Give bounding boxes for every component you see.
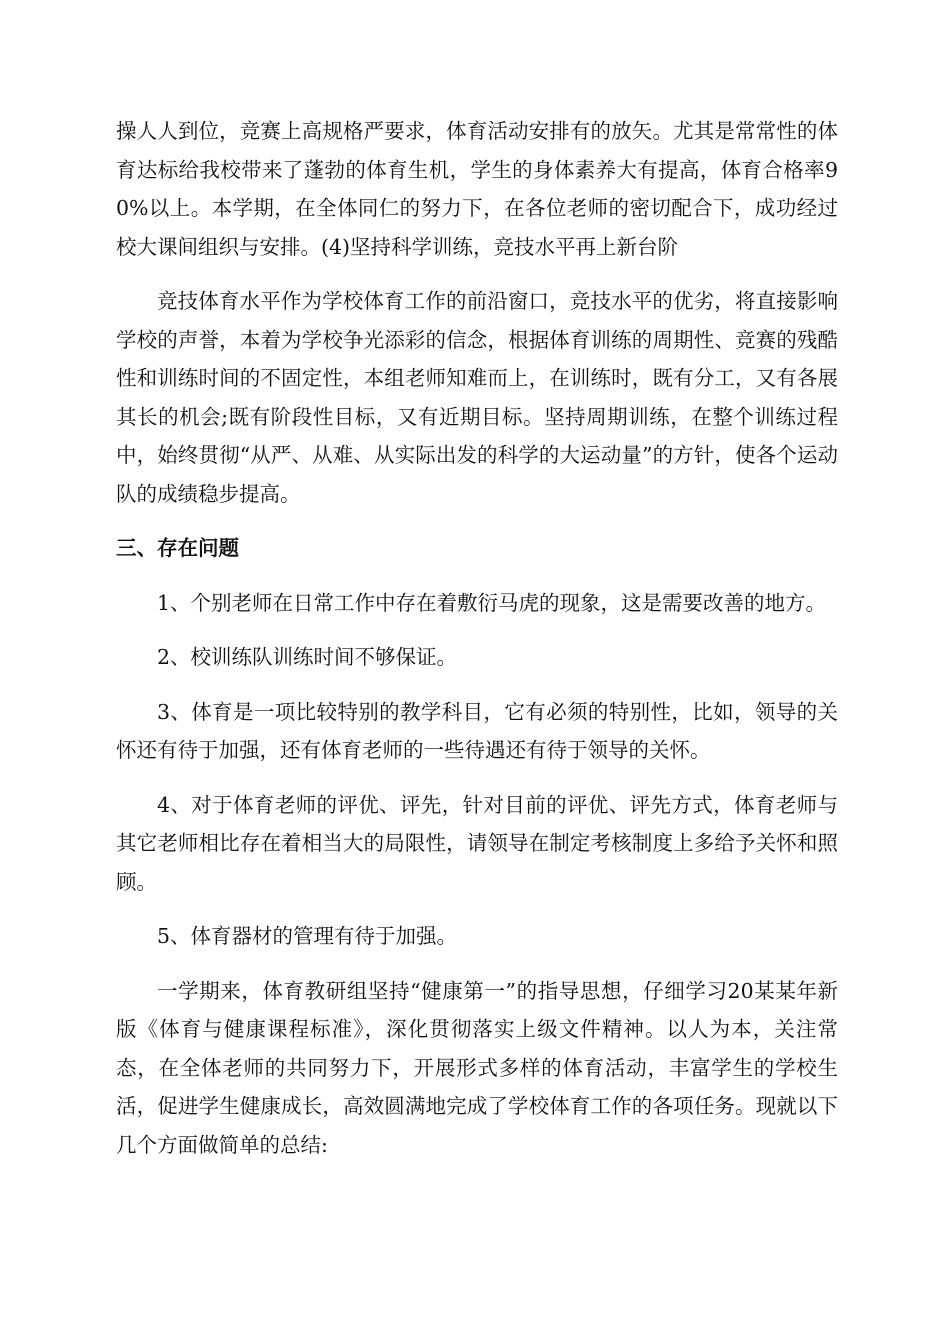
problem-item-2: 2、校训练队训练时间不够保证。: [157, 645, 458, 669]
document-page: [116, 112, 838, 1180]
problem-item-1: 1、个别老师在日常工作中存在着敷衍马虎的现象，这是需要改善的地方。: [157, 590, 827, 615]
paragraph-continuation: 操人人到位，竞赛上高规格严要求，体育活动安排有的放矢。尤其是常常性的体育达标给我校带来了蓬勃的体育生机，学生的身体素养大有提高，体育合格率90%以上。本学期，在全体同仁的努力下，在各位老师的密切配合下，成功经过校大课间组织与安排。(4)坚持科学训练，竞技水平再上新台阶: [116, 119, 838, 259]
problem-item-4: 4、对于体育老师的评优、评先，针对目前的评优、评先方式，体育老师与其它老师相比存在着相当大的局限性，请领导在制定考核制度上多给予关怀和照顾。: [116, 792, 838, 894]
problem-item-5: 5、体育器材的管理有待于加强。: [157, 924, 458, 948]
problem-item-3: 3、体育是一项比较特别的教学科目，它有必须的特别性，比如，领导的关怀还有待于加强，还有体育老师的一些待遇还有待于领导的关怀。: [116, 699, 838, 762]
section-heading-problems: 三、存在问题: [116, 536, 239, 560]
paragraph-competitive-sports: 竞技体育水平作为学校体育工作的前沿窗口，竞技水平的优劣，将直接影响学校的声誉，本着为学校争光添彩的信念，根据体育训练的周期性、竞赛的残酷性和训练时间的不固定性，本组老师知难而上，在训练时，既有分工，又有各展其长的机会;既有阶段性目标，又有近期目标。坚持周期训练，在整个训练过程中，始终贯彻“从严、从难、从实际出发的科学的大运动量”的方针，使各个运动队的成绩稳步提高。: [116, 289, 838, 506]
paragraph-semester-summary: 一学期来，体育教研组坚持“健康第一”的指导思想，仔细学习20某某年新版《体育与健康课程标准》，深化贯彻落实上级文件精神。以人为本，关注常态，在全体老师的共同努力下，开展形式多样的体育活动，丰富学生的学校生活，促进学生健康成长，高效圆满地完成了学校体育工作的各项任务。现就以下几个方面做简单的总结:: [116, 978, 838, 1157]
